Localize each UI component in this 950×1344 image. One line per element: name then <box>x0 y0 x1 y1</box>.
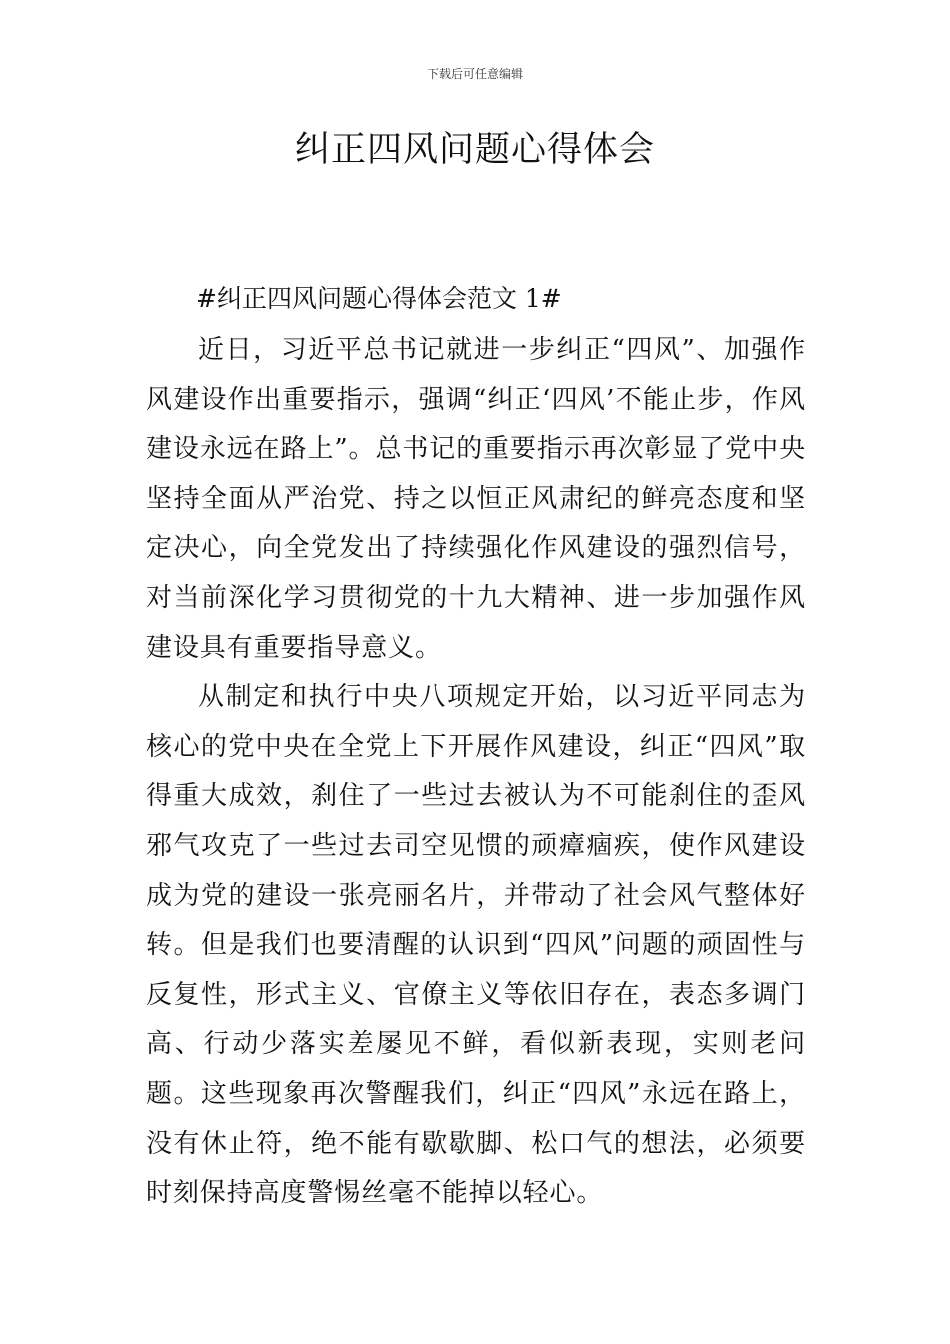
section-heading: #纠正四风问题心得体会范文 1# <box>196 284 562 313</box>
paragraph-1: 近日，习近平总书记就进一步纠正“四风”、加强作风建设作出重要指示，强调“纠正‘四风’不能止步，作风建设永远在路上”。总书记的重要指示再次彰显了党中央坚持全面从严治党、持之以恒正风肃纪的鲜亮态度和坚定决心，向全党发出了持续强化作风建设的强烈信号，对当前深化学习贯彻党的十九大精神、进一步加强作风建设具有重要指导意义。 <box>146 335 806 663</box>
document-body <box>146 326 806 1219</box>
document-title: 纠正四风问题心得体会 <box>294 130 655 170</box>
page-header-note: 下载后可任意编辑 <box>426 67 523 81</box>
paragraph-2: 从制定和执行中央八项规定开始，以习近平同志为核心的党中央在全党上下开展作风建设，纠正“四风”取得重大成效，刹住了一些过去被认为不可能刹住的歪风邪气攻克了一些过去司空见惯的顽瘴痼疾，使作风建设成为党的建设一张亮丽名片，并带动了社会风气整体好转。但是我们也要清醒的认识到“四风”问题的顽固性与反复性，形式主义、官僚主义等依旧存在，表态多调门高、行动少落实差屡见不鲜，看似新表现，实则老问题。这些现象再次警醒我们，纠正“四风”永远在路上，没有休止符，绝不能有歇歇脚、松口气的想法，必须要时刻保持高度警惕丝毫不能掉以轻心。 <box>146 682 806 1209</box>
